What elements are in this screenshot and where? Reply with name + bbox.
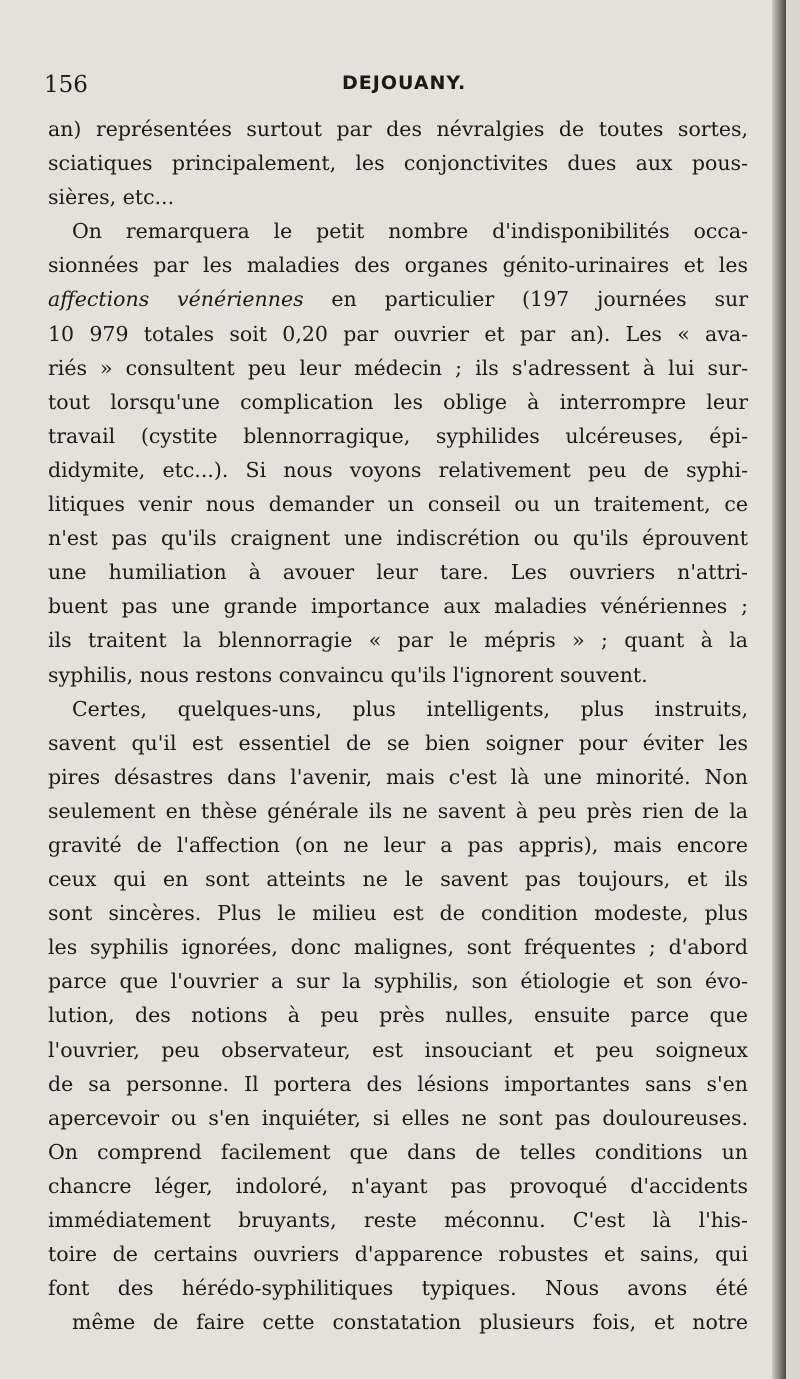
page-number: 156 <box>44 72 88 98</box>
text-line: immédiatement bruyants, reste méconnu. C'est là l'his- <box>48 1208 748 1232</box>
body-text <box>48 112 748 1339</box>
text-line: l'ouvrier, peu observateur, est insouciant et peu soigneux <box>48 1037 748 1062</box>
italic-phrase: affections vénériennes <box>48 287 304 312</box>
text-line: tout lorsqu'une complication les oblige à interrompre leur <box>48 389 748 414</box>
text-line: seulement en thèse générale ils ne savent à peu près rien de la <box>48 798 748 823</box>
text-line: de sa personne. Il portera des lésions importantes sans s'en <box>48 1071 748 1096</box>
page-header <box>44 72 744 102</box>
text-line: an) représentées surtout par des névralgies de toutes sortes, <box>48 117 748 141</box>
text-line: n'est pas qu'ils craignent une indiscrétion ou qu'ils éprouvent <box>48 526 748 551</box>
text-line: litiques venir nous demander un conseil ou un traitement, ce <box>48 492 748 517</box>
text-line: syphilis, nous restons convaincu qu'ils l'ignorent souvent. <box>48 662 648 687</box>
text-line: 10 979 totales soit 0,20 par ouvrier et par an). Les « ava- <box>48 321 748 346</box>
text-line: parce que l'ouvrier a sur la syphilis, son étiologie et son évo- <box>48 969 748 994</box>
text-line: chancre léger, indoloré, n'ayant pas provoqué d'accidents <box>48 1173 748 1198</box>
text-line: sières, etc... <box>48 185 175 210</box>
text-line: sionnées par les maladies des organes génito-urinaires et les <box>48 253 748 278</box>
text-line: didymite, etc...). Si nous voyons relativement peu de syphi- <box>48 457 748 482</box>
text-line: On comprend facilement que dans de telles conditions un <box>48 1139 748 1164</box>
text-line: font des hérédo-syphilitiques typiques. Nous avons été <box>48 1276 748 1301</box>
text-line: buent pas une grande importance aux maladies vénériennes ; <box>48 594 748 619</box>
text-line: même de faire cette constatation plusieurs fois, et notre <box>72 1310 748 1335</box>
text-line: apercevoir ou s'en inquiéter, si elles ne sont pas douloureuses. <box>48 1105 748 1130</box>
text-line: pires désastres dans l'avenir, mais c'est là une minorité. Non <box>48 764 748 789</box>
page-edge-shadow <box>772 0 786 1379</box>
text-line: lution, des notions à peu près nulles, ensuite parce que <box>48 1003 748 1028</box>
text-line: sciatiques principalement, les conjonctivites dues aux pous- <box>48 151 748 176</box>
text-line-rest: en particulier (197 journées sur <box>303 287 748 312</box>
running-head: DEJOUANY. <box>342 72 467 94</box>
text-line: savent qu'il est essentiel de se bien soigner pour éviter les <box>48 730 748 755</box>
text-line <box>48 282 748 316</box>
text-line: ceux qui en sont atteints ne le savent pas toujours, et ils <box>48 867 748 892</box>
text-line: Certes, quelques-uns, plus intelligents, plus instruits, <box>72 696 748 721</box>
text-line: On remarquera le petit nombre d'indisponibilités occa- <box>72 219 748 244</box>
text-line: riés » consultent peu leur médecin ; ils s'adressent à lui sur- <box>48 355 748 380</box>
text-line: une humiliation à avouer leur tare. Les ouvriers n'attri- <box>48 560 748 585</box>
text-line: ils traitent la blennorragie « par le mépris » ; quant à la <box>48 628 748 653</box>
text-line: travail (cystite blennorragique, syphilides ulcéreuses, épi- <box>48 423 748 448</box>
text-line: sont sincères. Plus le milieu est de condition modeste, plus <box>48 901 748 926</box>
text-line: les syphilis ignorées, donc malignes, sont fréquentes ; d'abord <box>48 935 748 960</box>
text-line: gravité de l'affection (on ne leur a pas appris), mais encore <box>48 832 748 857</box>
text-line: toire de certains ouvriers d'apparence robustes et sains, qui <box>48 1242 748 1267</box>
